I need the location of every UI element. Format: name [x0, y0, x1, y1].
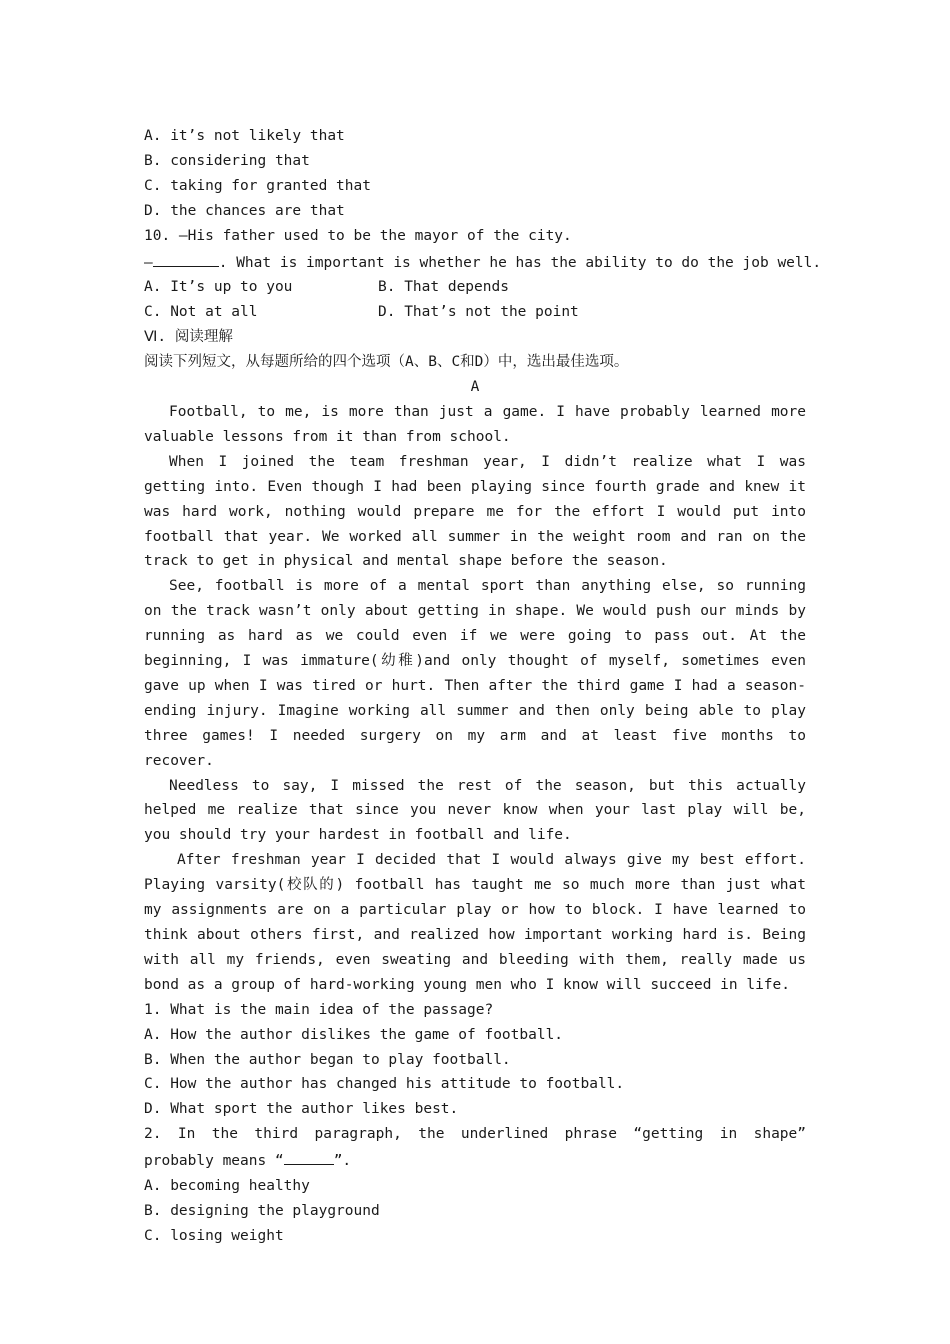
q1-option-b: B. When the author began to play football.: [144, 1051, 511, 1068]
q1-option-c: C. How the author has changed his attitude to football.: [144, 1076, 625, 1093]
document-page: [144, 124, 822, 1249]
q9-option-b: B. considering that: [144, 152, 310, 169]
q10-answer-blank: [153, 249, 219, 267]
q2-option-c: C. losing weight: [144, 1227, 284, 1244]
q10-reply-dash: —: [144, 254, 153, 271]
q2-option-b: B. designing the playground: [144, 1202, 380, 1219]
q2-stem: [144, 1122, 806, 1174]
q10-option-b: B. That depends: [378, 279, 509, 296]
q2-answer-blank: [284, 1147, 334, 1165]
section-title: Ⅵ. 阅读理解: [144, 329, 233, 346]
q1-option-d: D. What sport the author likes best.: [144, 1101, 459, 1118]
q2-stem-text: 2. In the third paragraph, the underlined phrase “getting in shape” probably means “: [144, 1126, 806, 1170]
q10-options-row-1: [144, 275, 806, 300]
passage-paragraph-3: See, football is more of a mental sport than anything else, so running on the track wasn’t only about getting in shape. We would push our minds by running as hard as we could even if we were going to pass out. At the beginning, I was immature(幼稚)and only thought of myself, sometimes even gave up when I was tired or hurt. Then after the third game I had a season-ending injury. Imagine working all summer and then only being able to play three games! I needed surgery on my arm and at least five months to recover.: [144, 578, 806, 769]
passage-paragraph-4: Needless to say, I missed the rest of the season, but this actually helped me realize that since you never know when your last play will be, you should try your hardest in football and life.: [144, 777, 806, 844]
q2-stem-end: ”.: [333, 1153, 352, 1170]
passage-paragraph-1: Football, to me, is more than just a game. I have probably learned more valuable lessons from it than from school.: [144, 403, 806, 445]
passage-paragraph-5: After freshman year I decided that I would always give my best effort. Playing varsity(校队的) football has taught me so much more than just what my assignments are on a particular play or how to block. I have learned to think about others first, and realized how important working hard is. Being with all my friends, even sweating and bleeding with them, really made us bond as a group of hard-working young men who I know will succeed in life.: [144, 852, 806, 993]
passage-label: A: [470, 379, 480, 396]
q10-option-a: A. It’s up to you: [144, 279, 293, 296]
q10-option-d: D. That’s not the point: [378, 304, 579, 321]
section-instruction: 阅读下列短文，从每题所给的四个选项（A、B、C和D）中，选出最佳选项。: [144, 354, 629, 371]
q1-option-a: A. How the author dislikes the game of football.: [144, 1026, 564, 1043]
q1-stem: 1. What is the main idea of the passage?: [144, 1001, 494, 1018]
q2-option-a: A. becoming healthy: [144, 1178, 310, 1195]
q10-option-c: C. Not at all: [144, 304, 258, 321]
passage-paragraph-2: When I joined the team freshman year, I didn’t realize what I was getting into. Even though I had been playing since fourth grade and knew it was hard work, nothing would prepare me for the effort I would put into football that year. We worked all summer in the weight room and ran on the track to get in physical and mental shape before the season.: [144, 453, 806, 570]
q10-stem: 10. —His father used to be the mayor of the city.: [144, 227, 572, 244]
q9-option-c: C. taking for granted that: [144, 177, 371, 194]
q10-options-row-2: [144, 300, 806, 325]
q9-option-d: D. the chances are that: [144, 202, 345, 219]
q9-option-a: A. it’s not likely that: [144, 128, 345, 144]
q10-reply: [144, 249, 822, 276]
q10-reply-text: . What is important is whether he has the ability to do the job well.: [218, 254, 822, 271]
